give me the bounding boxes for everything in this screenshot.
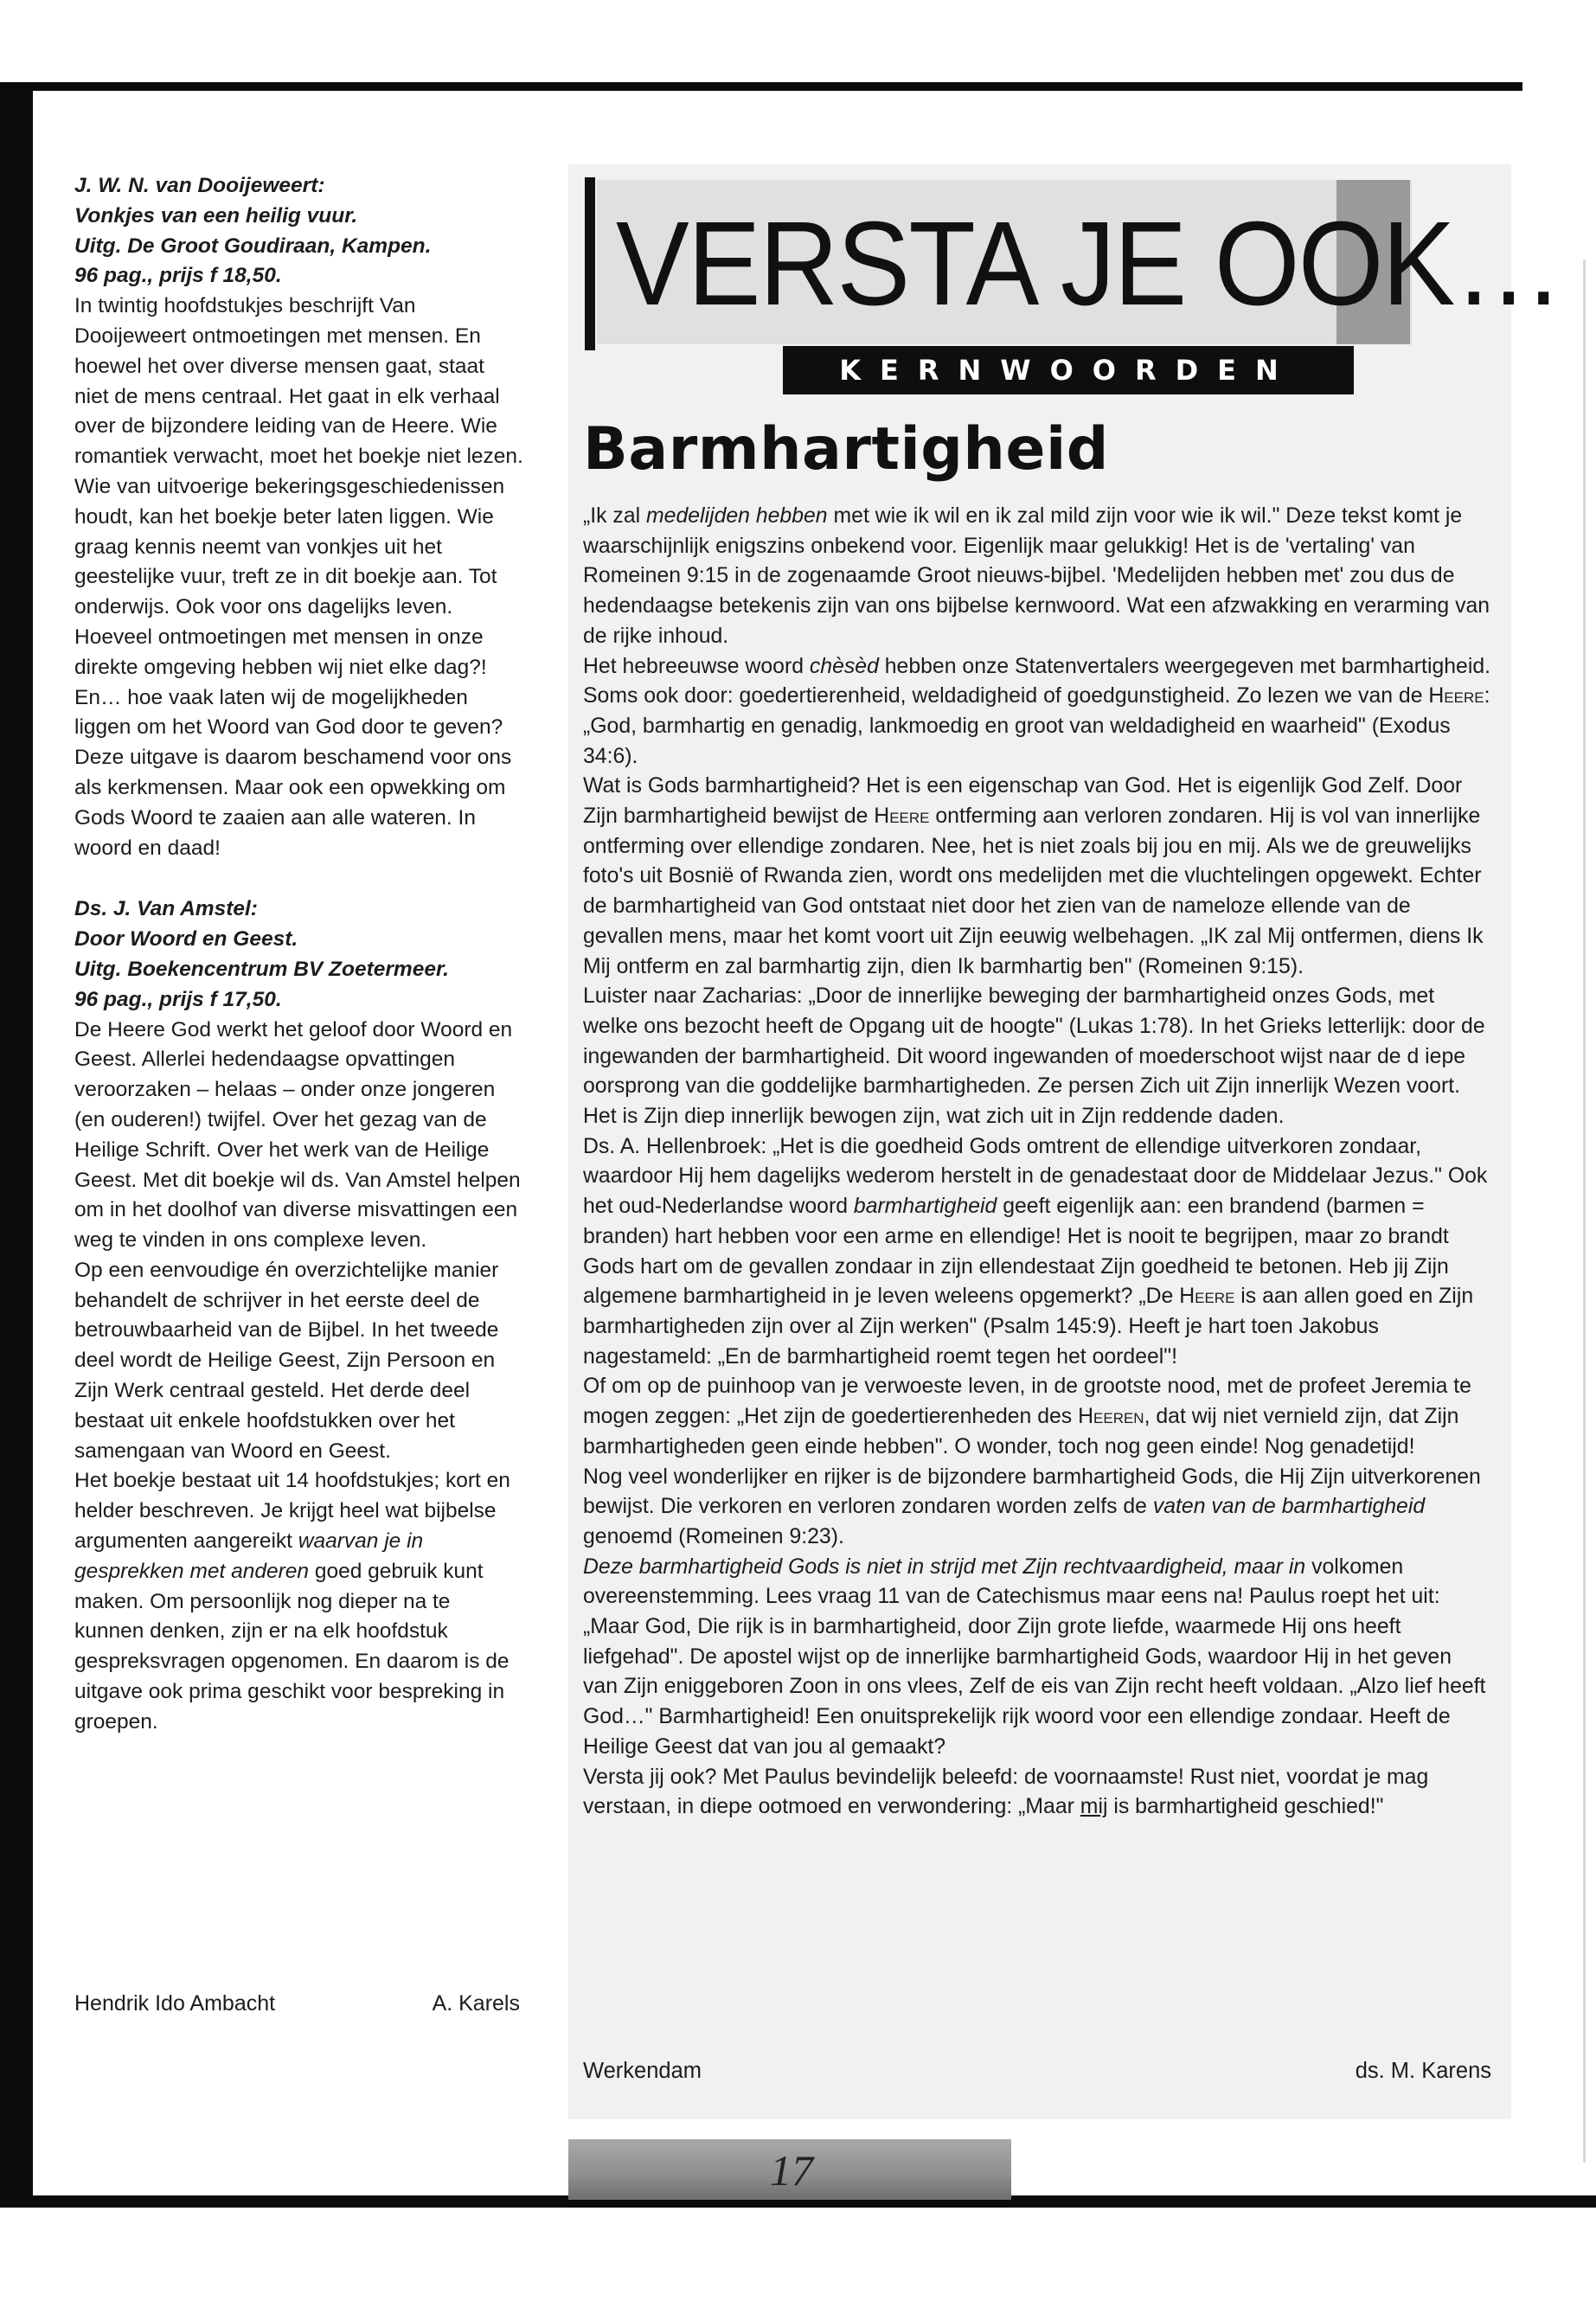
- book-pages-price: 96 pag., prijs f 17,50.: [74, 987, 282, 1011]
- scan-border-top: [0, 82, 1522, 91]
- signature-name: A. Karels: [432, 1991, 520, 2016]
- article-author: ds. M. Karens: [1355, 2059, 1491, 2083]
- review-signature: [74, 1991, 520, 2016]
- page-number: 17: [770, 2146, 813, 2195]
- article-paragraph: Het hebreeuwse woord chèsèd hebben onze Statenvertalers weergegeven met barmhartigheid. Soms ook door: goedertierenheid, weldadigheid of goedgunstigheid. Zo lezen we van de Heere: „God, barmhartig en genadig, lankmoedig en groot van weldadigheid en waarheid" (Exodus 34:6).: [583, 654, 1491, 768]
- book-publisher: Uitg. Boekencentrum BV Zoetermeer.: [74, 957, 449, 981]
- article-paragraph: Luister naar Zacharias: „Door de innerlijke beweging der barmhartigheid onzes Gods, met welke ons bezocht heeft de Opgang uit de hoogte" (Lukas 1:78). In het Grieks letterlijk: door de ingewanden der barmhartigheid. Dit woord ingewanden of moederschoot wijst naar de d iepe oorsprong van die goddelijke barmhartigheden. Ze persen Zich uit Zijn innerlijk Wezen voort. Het is Zijn diep innerlijk bewogen zijn, wat zich uit in Zijn reddende daden.: [583, 984, 1485, 1129]
- article-paragraph: Deze barmhartigheid Gods is niet in strijd met Zijn rechtvaardigheid, maar in volkomen overeenstemming. Lees vraag 11 van de Catechismus maar eens na! Paulus roept het uit: „Maar God, Die rijk is in barmhartigheid, door Zijn grote liefde, waarmede Hij ons heeft liefgehad". De apostel wijst op de innerlijke barmhartigheid Gods, waardoor Hij in het geven van Zijn eniggeboren Zoon in ons vlees, Zelf de eis van Zijn recht heeft voldaan. „Alzo lief heeft God…" Barmhartigheid! Een onuitsprekelijk rijk woord voor een ellendige zondaar. Heeft de Heilige Geest dat van jou al gemaakt?: [583, 1554, 1486, 1759]
- section-subtitle: KERNWOORDEN: [783, 346, 1354, 394]
- book-review-text: Het boekje bestaat uit 14 hoofdstukjes; kort en helder beschreven. Je krijgt heel wat bijbelse argumenten aangereikt waarvan je in gesprekken met anderen goed gebruik kunt maken. Om persoonlijk nog dieper na te kunnen denken, zijn er na elk hoofdstuk gespreksvragen opgenomen. En daarom is de uitgave ook prima geschikt voor bespreking in groepen.: [74, 1469, 510, 1734]
- book-title: Vonkjes van een heilig vuur.: [74, 203, 358, 228]
- article-paragraph: Ds. A. Hellenbroek: „Het is die goedheid Gods omtrent de ellendige uitverkoren zondaar, waardoor Hij hem dagelijks wederom herstelt in de genadestaat door de Middelaar Jezus." Ook het oud-Nederlandse woord barmhartigheid geeft eigenlijk aan: een brandend (barmen = branden) hart hebben voor een arme en ellendige! Het is nooit te begrijpen, maar zo brandt Gods hart om de gevallen zondaar in zijn ellendestaat Zijn goedheid te betonen. Heb jij Zijn algemene barmhartigheid in je leven weleens opgemerkt? „De Heere is aan allen goed en Zijn barmhartigheden zijn over al Zijn werken" (Psalm 145:9). Heeft je hart toen Jakobus nagestameld: „En de barmhartigheid roemt tegen het oordeel"!: [583, 1134, 1488, 1368]
- book-author: J. W. N. van Dooijeweert:: [74, 174, 325, 197]
- header-accent-bar: [585, 177, 595, 350]
- book-reviews-column: [74, 171, 524, 1738]
- scan-border-right: [1583, 260, 1586, 2163]
- section-title: VERSTA JE OOK…: [616, 197, 1562, 330]
- book-review-text: Op een eenvoudige én overzichtelijke manier behandelt de schrijver in het eerste deel de betrouwbaarheid van de Bijbel. In het tweede deel wordt de Heilige Geest, Zijn Persoon en Zijn Werk centraal gesteld. Het derde deel bestaat uit enkele hoofdstukken over het samengaan van Woord en Geest.: [74, 1258, 499, 1463]
- article-place: Werkendam: [583, 2059, 702, 2083]
- book-review-text: In twintig hoofdstukjes beschrijft Van Dooijeweert ontmoetingen met mensen. En hoewel het over diverse mensen gaat, staat niet de mens centraal. Het gaat in elk verhaal over de bijzondere leiding van de Heere. Wie romantiek verwacht, moet het boekje niet lezen. Wie van uitvoerige bekeringsgeschiedenissen houdt, kan het boekje beter laten liggen. Wie graag kennis neemt van vonkjes uit het geestelijke vuur, treft ze in dit boekje aan. Tot onderwijs. Ook voor ons dagelijks leven. Hoeveel ontmoetingen met mensen in onze direkte omgeving hebben wij niet elke dag?! En… hoe vaak laten wij de mogelijkheden liggen om het Woord van God door te geven? Deze uitgave is daarom beschamend voor ons als kerkmensen. Maar ook een opwekking om Gods Woord te zaaien aan alle wateren. In woord en daad!: [74, 294, 523, 860]
- article-title: Barmhartigheid: [583, 415, 1109, 484]
- article-body: [583, 502, 1491, 1823]
- article-paragraph: „Ik zal medelijden hebben met wie ik wil en ik zal mild zijn voor wie ik wil." Deze tekst komt je waarschijnlijk enigszins onbekend voor. Eigenlijk maar gelukkig! Het is de 'vertaling' van Romeinen 9:15 in de zogenaamde Groot nieuws-bijbel. 'Medelijden hebben met' zou dus de hedendaagse betekenis zijn van ons bijbelse kernwoord. Wat een afzwakking en verarming van de rijke inhoud.: [583, 504, 1490, 648]
- book-review-1: [74, 171, 524, 863]
- article-paragraph: Wat is Gods barmhartigheid? Het is een eigenschap van God. Het is eigenlijk God Zelf. Door Zijn barmhartigheid bewijst de Heere ontferming aan verloren zondaren. Hij is vol van innerlijke ontferming over ellendige zondaren. Nee, het is niet zoals bij jou en mij. Als we de greuwelijks foto's uit Bosnië of Rwanda zien, wordt ons medelijden met die vluchtelingen opgewekt. Echter de barmhartigheid van God ontstaat niet door het zien van de nameloze ellende van de gevallen mens, maar het komt voort uit Zijn eeuwig welbehagen. „IK zal Mij ontfermen, diens Ik Mij ontferm en zal barmhartig zijn, dien Ik barmhartig ben" (Romeinen 9:15).: [583, 774, 1484, 978]
- scan-border-left: [0, 82, 33, 2202]
- book-title: Door Woord en Geest.: [74, 927, 298, 952]
- book-author: Ds. J. Van Amstel:: [74, 897, 258, 921]
- signature-place: Hendrik Ido Ambacht: [74, 1991, 276, 2016]
- book-review-2: [74, 894, 524, 1737]
- book-publisher: Uitg. De Groot Goudiraan, Kampen.: [74, 234, 432, 258]
- book-review-text: De Heere God werkt het geloof door Woord en Geest. Allerlei hedendaagse opvattingen veroorzaken – helaas – onder onze jongeren (en ouderen!) twijfel. Over het gezag van de Heilige Schrift. Over het werk van de Heilige Geest. Met dit boekje wil ds. Van Amstel helpen om in het doolhof van diverse misvattingen een weg te vinden in ons complexe leven.: [74, 1017, 521, 1253]
- book-pages-price: 96 pag., prijs f 18,50.: [74, 264, 282, 288]
- article-signature: [583, 2059, 1491, 2084]
- article-paragraph: Nog veel wonderlijker en rijker is de bijzondere barmhartigheid Gods, die Hij Zijn uitverkorenen bewijst. Die verkoren en verloren zondaren worden zelfs de vaten van de barmhartigheid genoemd (Romeinen 9:23).: [583, 1465, 1481, 1548]
- article-paragraph: Of om op de puinhoop van je verwoeste leven, in de grootste nood, met de profeet Jeremia te mogen zeggen: „Het zijn de goedertierenheden des Heeren, dat wij niet vernield zijn, dat Zijn barmhartigheden geen einde hebben". O wonder, toch nog geen einde! Nog genadetijd!: [583, 1375, 1471, 1458]
- article-paragraph: Versta jij ook? Met Paulus bevindelijk beleefd: de voornaamste! Rust niet, voordat je mag verstaan, in diepe ootmoed en verwondering: „Maar mij is barmhartigheid geschied!": [583, 1765, 1429, 1819]
